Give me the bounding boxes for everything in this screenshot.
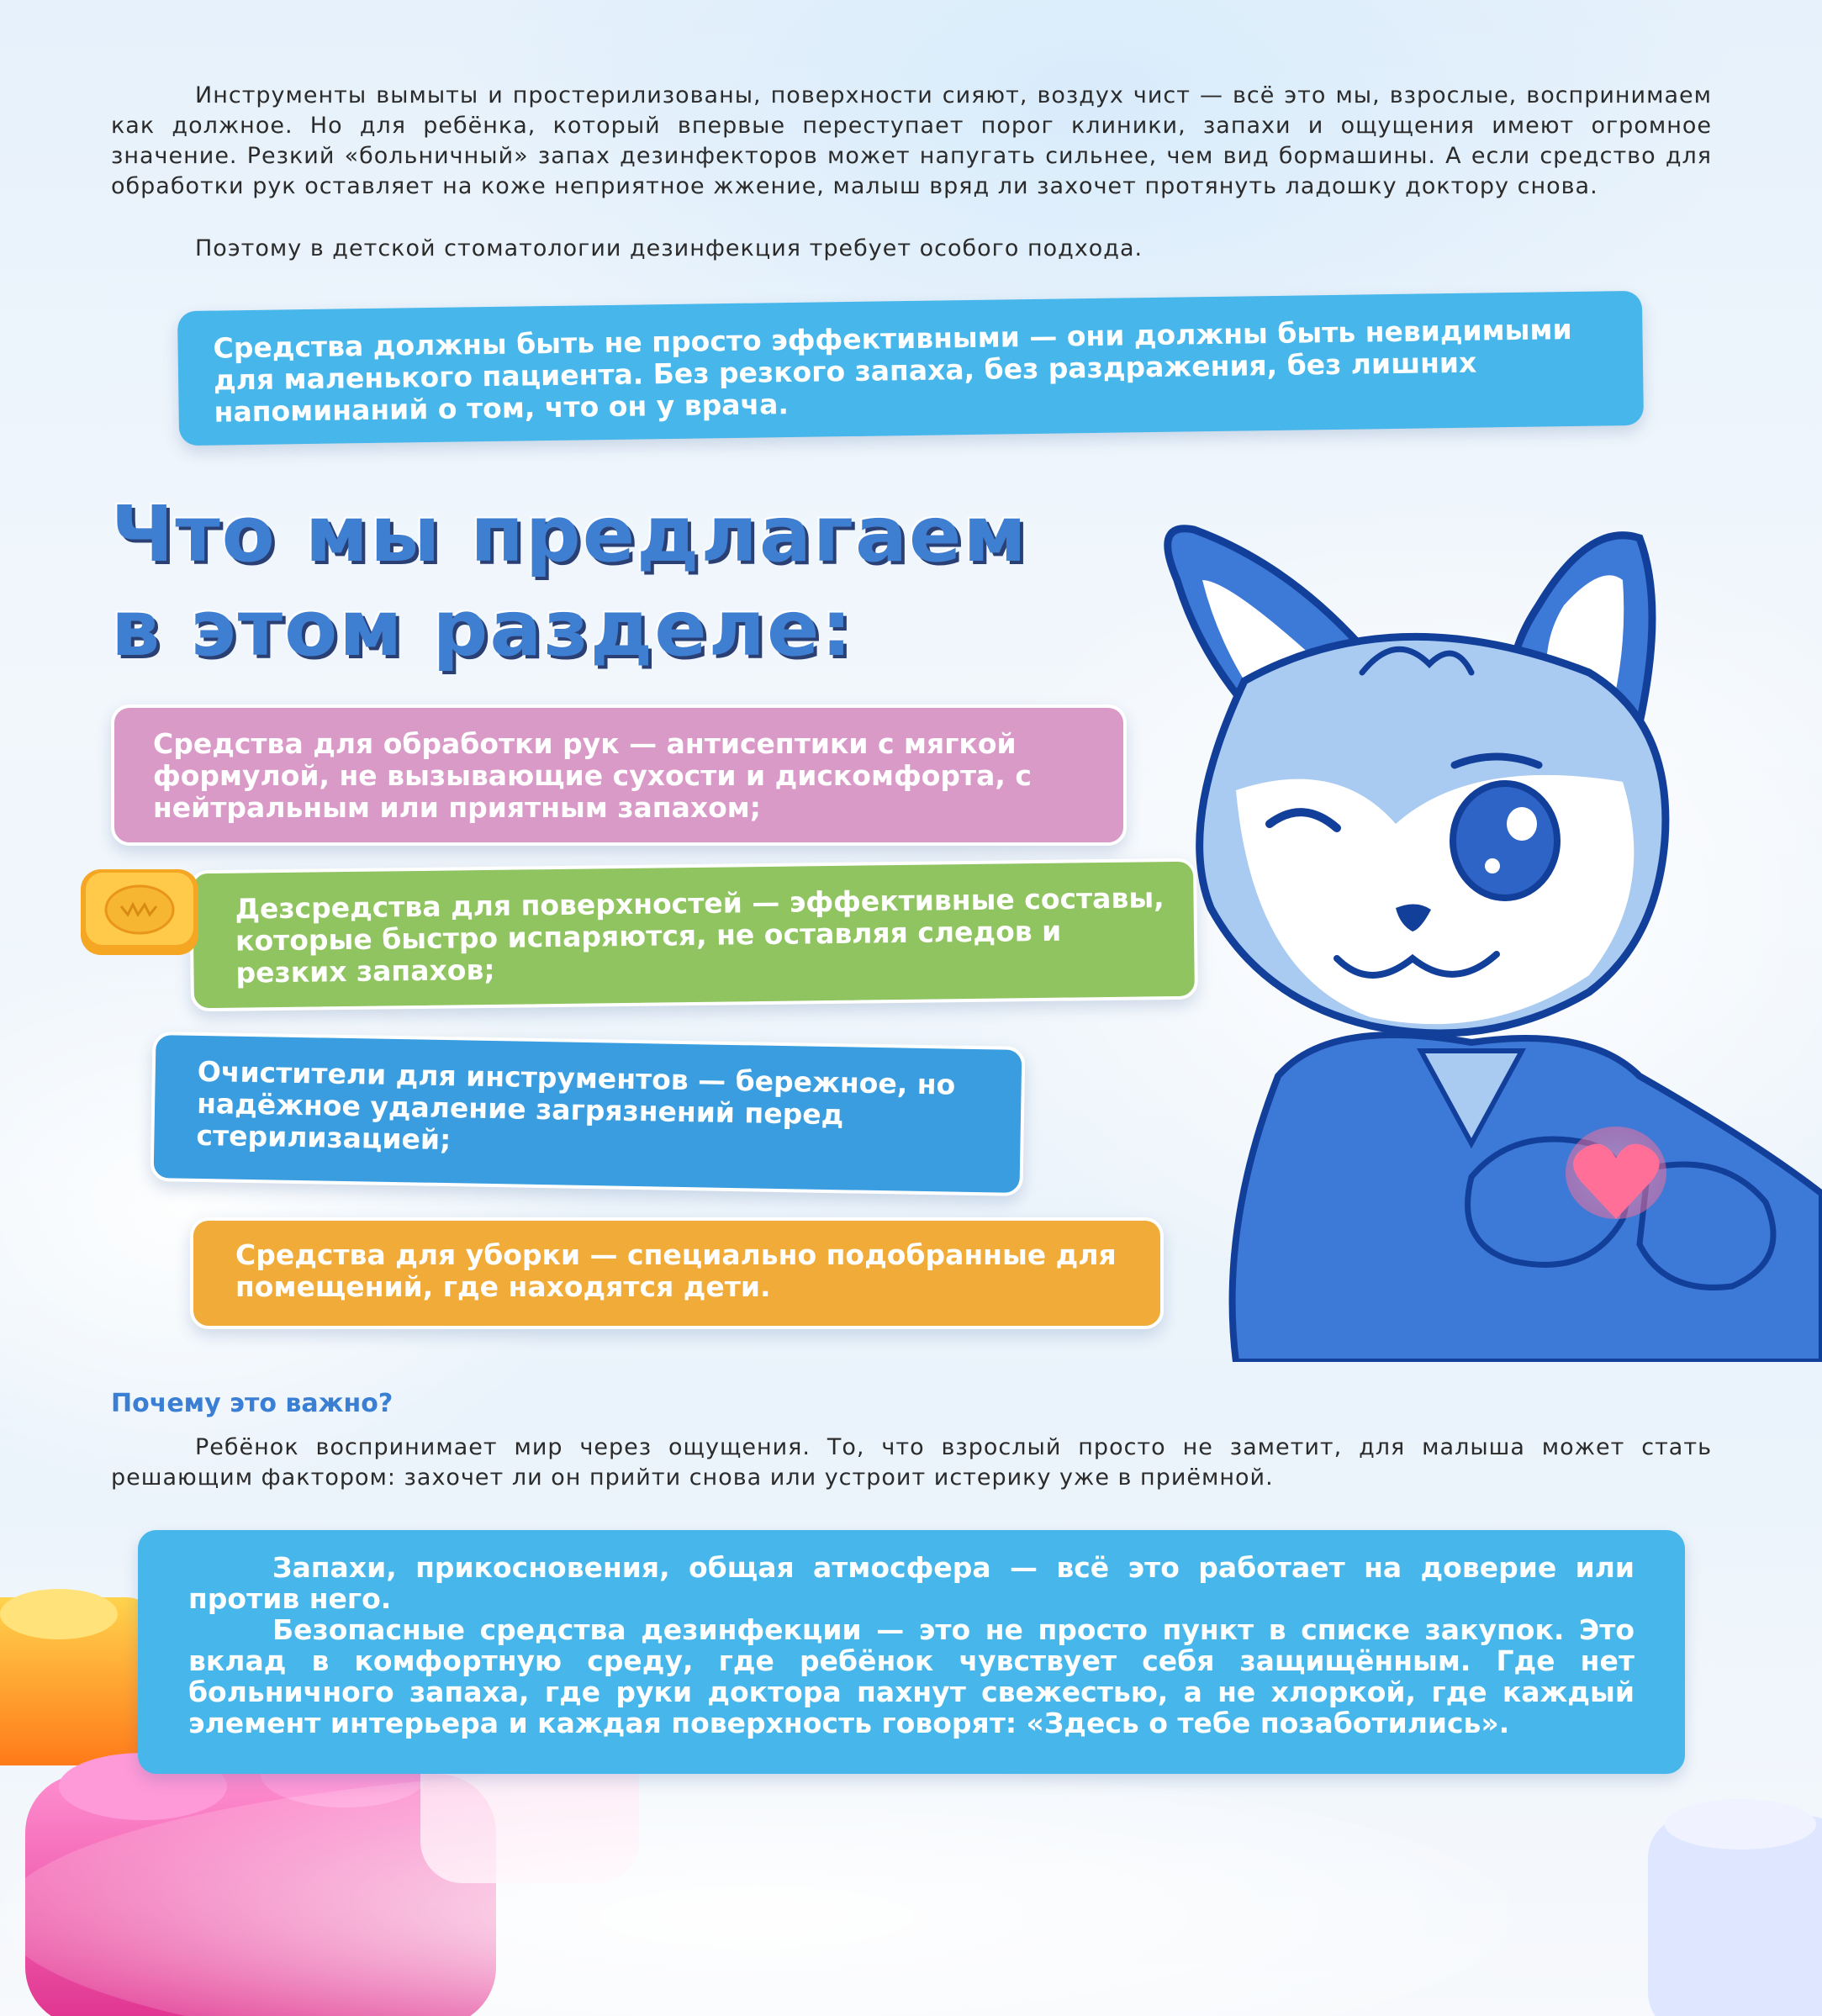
callout-bottom-text-2: Безопасные средства дезинфекции — это не просто пункт в списке закупок. Это вклад в комфортную среду, где ребёнок чувствует себя защищённым. Где нет больничного запаха, где руки доктора пахнут свежестью, а не хлоркой, где каждый элемент интерьера и каждая поверхность говорят: «Здесь о тебе позаботились». (188, 1613, 1635, 1739)
callout-top-text: Средства должны быть не просто эффективными — они должны быть невидимыми для маленького пациента. Без резкого запаха, без раздражения, без лишних напоминаний о том, что он у врача. (213, 313, 1572, 429)
item-cleaning-products-text: Средства для уборки — специально подобранные для помещений, где находятся дети. (235, 1238, 1117, 1303)
item-surface-disinfectants-text: Дезсредства для поверхностей — эффективные составы, которые быстро испаряются, не оставляя следов и резких запахов; (235, 881, 1164, 990)
heading-line-2: в этом разделе: (111, 583, 854, 673)
why-heading: Почему это важно? (111, 1389, 393, 1418)
callout-top (177, 291, 1644, 446)
item-cleaning-products (190, 1217, 1164, 1329)
item-instrument-cleaners-text: Очистители для инструментов — бережное, но надёжное удаление загрязнений перед стерилизацией; (196, 1054, 956, 1157)
callout-bottom-text-1: Запахи, прикосновения, общая атмосфера — всё это работает на доверие или против него. (188, 1551, 1635, 1615)
intro-conclusion: Поэтому в детской стоматологии дезинфекция требует особого подхода. (195, 235, 1143, 261)
section-heading (111, 488, 1028, 676)
yellow-button-tab-icon (77, 866, 203, 958)
item-hand-sanitizers (111, 705, 1127, 846)
intro-paragraph: Инструменты вымыты и простерилизованы, поверхности сияют, воздух чист — всё это мы, взрослые, воспринимаем как должное. Но для ребёнка, который впервые переступает порог клиники, запахи и ощущения имеют огромное значение. Резкий «больничный» запах дезинфекторов может напугать сильнее, чем вид бормашины. А если средство для обработки рук оставляет на коже неприятное жжение, малыш вряд ли захочет протянуть ладошку доктору снова. (111, 82, 1712, 199)
item-surface-disinfectants (189, 858, 1198, 1012)
callout-bottom (138, 1530, 1685, 1774)
why-paragraph: Ребёнок воспринимает мир через ощущения. То, что взрослый просто не заметит, для малыша может стать решающим фактором: захочет ли он прийти снова или устроит истерику уже в приёмной. (111, 1434, 1712, 1491)
item-instrument-cleaners (151, 1032, 1026, 1196)
wolf-mascot-illustration (1118, 504, 1822, 1362)
heading-line-1: Что мы предлагаем (111, 489, 1028, 579)
item-hand-sanitizers-text: Средства для обработки рук — антисептики с мягкой формулой, не вызывающие сухости и дискомфорта, с нейтральным или приятным запахом; (153, 727, 1032, 824)
